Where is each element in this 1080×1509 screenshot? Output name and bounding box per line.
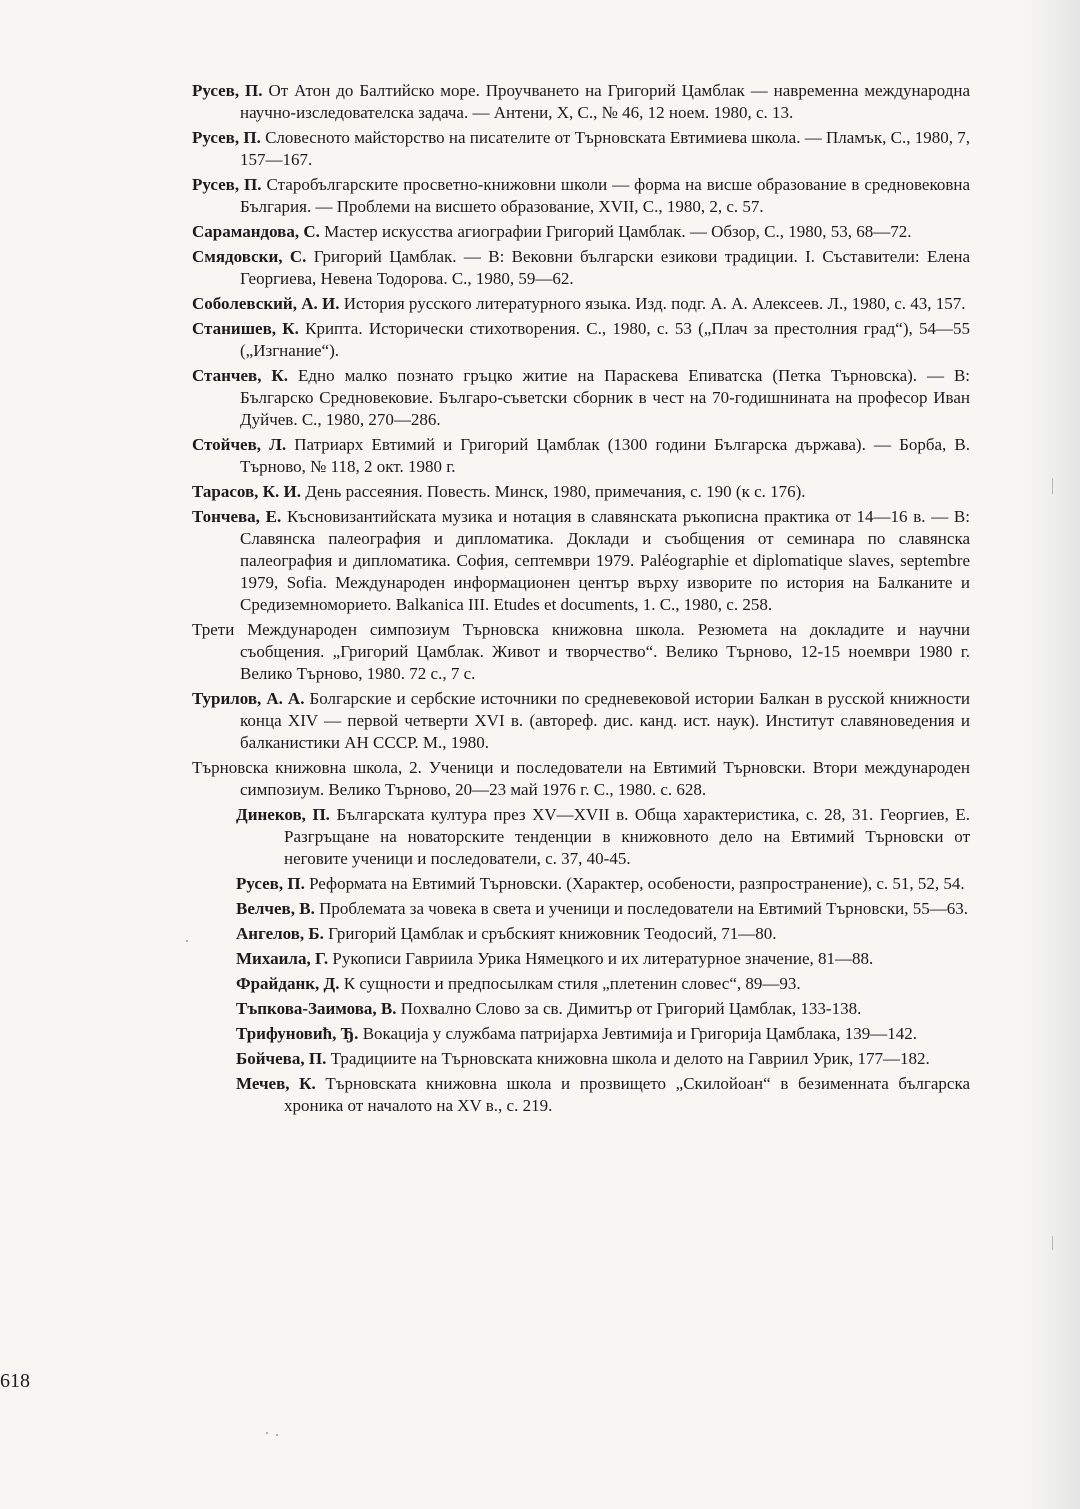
entry-text: Григорий Цамблак. — В: Вековни български езикови традиции. I. Съставители: Елена Георгиева, Невена Тодорова. С., 1980, 59—62. — [240, 247, 971, 288]
entry-text: Рукописи Гавриила Урика Нямецкого и их литературное значение, 81—88. — [332, 949, 874, 968]
bibliography-sub-entry — [192, 898, 970, 920]
entry-author: Мечев, К. — [236, 1074, 316, 1093]
entry-author: Сарамандова, С. — [192, 222, 320, 241]
bibliography-sub-entry — [192, 1048, 970, 1070]
entry-text: Късновизантийската музика и нотация в славянската ръкописна практика от 14—16 в. — В: Славянска палеография и дипломатика. Доклади и съобщения от семинара по славянска палеография и дипломатика. София, септември 1979. Paléographie et diplomatique slaves, septembre 1979, Sofia. Международен информационен център върху изворите по история на Балканите и Средиземноморието. Balkanica III. Etudes et documents, 1. С., 1980, с. 258. — [240, 507, 970, 614]
page-edge-shadow — [1022, 0, 1080, 1509]
bibliography-sub-entry — [192, 973, 970, 995]
bibliography-entry — [192, 506, 970, 616]
bibliography-sub-entry — [192, 873, 970, 895]
bibliography-list — [192, 80, 970, 1120]
bibliography-sub-entry — [192, 923, 970, 945]
entry-text: Старобългарските просветно-книжовни школи — форма на висше образование в средновековна България. — Проблеми на висшето образование, XVII, С., 1980, 2, с. 57. — [240, 175, 971, 216]
entry-author: Тарасов, К. И. — [192, 482, 301, 501]
entry-author: Динеков, П. — [236, 805, 330, 824]
bibliography-entry — [192, 246, 970, 290]
entry-author: Смядовски, С. — [192, 247, 307, 266]
entry-text: Традициите на Търновската книжовна школа и делото на Гавриил Урик, 177—182. — [330, 1049, 930, 1068]
entry-text: К сущности и предпосылкам стиля „плетенин словес“, 89—93. — [343, 974, 801, 993]
bibliography-entry — [192, 481, 970, 503]
page-edge-mark — [1052, 478, 1053, 494]
entry-text: День рассеяния. Повесть. Минск, 1980, примечания, с. 190 (к с. 176). — [305, 482, 806, 501]
entry-author: Михаила, Г. — [236, 949, 329, 968]
entry-text: От Атон до Балтийско море. Проучването на Григорий Цамблак — навременна международна научно-изследователска задача. — Антени, X, С., № 46, 12 ноем. 1980, с. 13. — [240, 81, 970, 122]
scan-speck — [276, 1434, 278, 1436]
bibliography-entry — [192, 757, 970, 801]
entry-author: Русев, П. — [192, 128, 261, 147]
entry-text: История русского литературного языка. Изд. подг. А. А. Алексеев. Л., 1980, с. 43, 157. — [343, 294, 966, 313]
entry-text: Българската култура през XV—XVII в. Обща характеристика, с. 28, 31. Георгиев, Е. Разгръщане на новаторските тенденции в книжовното дело на Евтимий Търновски от неговите ученици и последователи, с. 37, 40-45. — [284, 805, 971, 868]
entry-text: Патриарх Евтимий и Григорий Цамблак (1300 години Българска държава). — Борба, В. Търново, № 118, 2 окт. 1980 г. — [240, 435, 970, 476]
entry-text: Мастер искусства агиографии Григорий Цамблак. — Обзор, С., 1980, 53, 68—72. — [324, 222, 912, 241]
entry-text: Похвално Слово за св. Димитър от Григорий Цамблак, 133-138. — [400, 999, 862, 1018]
entry-author: Русев, П. — [192, 81, 263, 100]
entry-author: Ангелов, Б. — [236, 924, 324, 943]
bibliography-entry — [192, 293, 970, 315]
entry-author: Турилов, А. А. — [192, 689, 305, 708]
entry-text: Григорий Цамблак и сръбският книжовник Теодосий, 71—80. — [328, 924, 777, 943]
entry-author: Русев, П. — [236, 874, 305, 893]
bibliography-entry — [192, 688, 970, 754]
bibliography-entry — [192, 174, 970, 218]
bibliography-entry — [192, 434, 970, 478]
entry-author: Фрайданк, Д. — [236, 974, 340, 993]
bibliography-entry — [192, 318, 970, 362]
entry-text: Търновската книжовна школа и прозвището „Скилойоан“ в безименната българска хроника от началото на XV в., с. 219. — [284, 1074, 970, 1115]
bibliography-sub-entry — [192, 1023, 970, 1045]
entry-author: Трифуновић, Ђ. — [236, 1024, 359, 1043]
scan-speck — [266, 1432, 268, 1434]
entry-author: Русев, П. — [192, 175, 262, 194]
entry-author: Тъпкова-Заимова, В. — [236, 999, 397, 1018]
bibliography-entry — [192, 365, 970, 431]
bibliography-entry — [192, 619, 970, 685]
entry-author: Станчев, К. — [192, 366, 289, 385]
entry-text: Реформата на Евтимий Търновски. (Характер, особености, разпространение), с. 51, 52, 54. — [309, 874, 965, 893]
entry-author: Тончева, Е. — [192, 507, 282, 526]
entry-author: Бойчева, П. — [236, 1049, 327, 1068]
entry-text: Словесното майсторство на писателите от Търновската Евтимиева школа. — Пламък, С., 1980, 7, 157—167. — [240, 128, 970, 169]
entry-text: Болгарские и сербские источники по средневековой истории Балкан в русской книжности конца XIV — первой четверти XVI в. (автореф. дис. канд. ист. наук). Институт славяноведения и балканистики АН СССР. М., 1980. — [240, 689, 971, 752]
bibliography-entry — [192, 80, 970, 124]
entry-author: Велчев, В. — [236, 899, 315, 918]
entry-text: Крипта. Исторически стихотворения. С., 1980, с. 53 („Плач за престолния град“), 54—55 („Изгнание“). — [240, 319, 971, 360]
bibliography-sub-entry — [192, 804, 970, 870]
entry-text: Проблемата за човека в света и ученици и последователи на Евтимий Търновски, 55—63. — [319, 899, 968, 918]
entry-text: Едно малко познато гръцко житие на Параскева Епиватска (Петка Търновска). — В: Българско Средновековие. Българо-съветски сборник в чест на 70-годишнината на професор Иван Дуйчев. С., 1980, 270—286. — [240, 366, 971, 429]
bibliography-entry — [192, 221, 970, 243]
page-number: 618 — [0, 1370, 30, 1392]
page-edge-mark — [1052, 1236, 1053, 1250]
entry-text: Търновска книжовна школа, 2. Ученици и последователи на Евтимий Търновски. Втори международен симпозиум. Велико Търново, 20—23 май 1976 г. С., 1980. с. 628. — [192, 758, 970, 799]
entry-author: Стойчев, Л. — [192, 435, 287, 454]
bibliography-sub-entry — [192, 948, 970, 970]
scan-speck — [186, 940, 188, 942]
bibliography-sub-entry — [192, 1073, 970, 1117]
entry-text: Трети Международен симпозиум Търновска книжовна школа. Резюмета на докладите и научни съобщения. „Григорий Цамблак. Живот и творчество“. Велико Търново, 12-15 ноември 1980 г. Велико Търново, 1980. 72 с., 7 с. — [192, 620, 970, 683]
bibliography-sub-entry — [192, 998, 970, 1020]
entry-author: Соболевский, А. И. — [192, 294, 340, 313]
bibliography-entry — [192, 127, 970, 171]
entry-author: Станишев, К. — [192, 319, 299, 338]
entry-text: Вокација у службама патријарха Јевтимија и Григорија Цамблака, 139—142. — [362, 1024, 917, 1043]
